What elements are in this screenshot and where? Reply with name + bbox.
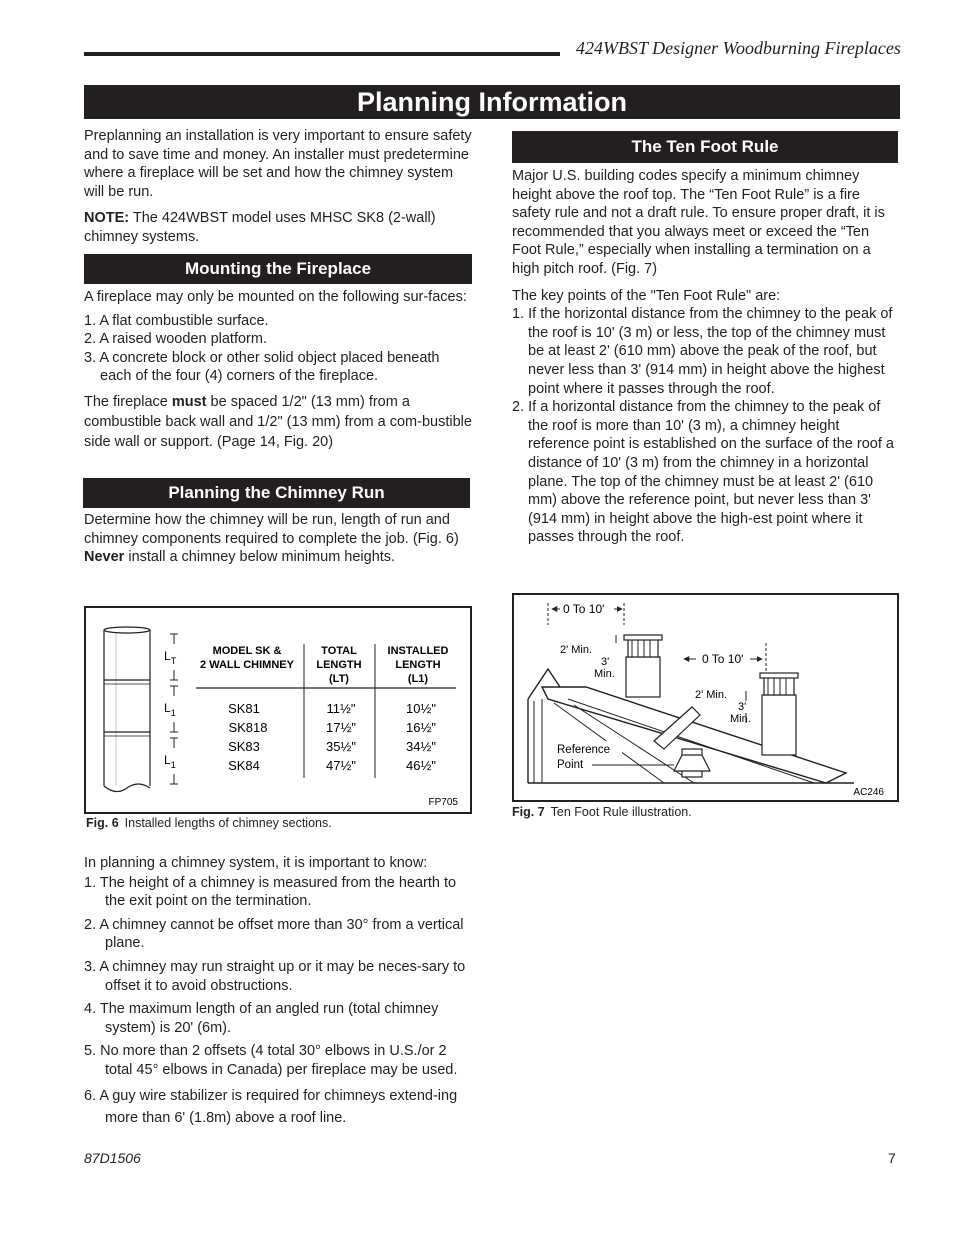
l1-sub: 1: [170, 760, 176, 770]
key-points-list: [512, 305, 900, 547]
figure-7-caption: [512, 805, 692, 819]
know-intro: In planning a chimney system, it is important to know:: [84, 855, 428, 871]
planning-know-section: [84, 854, 474, 1134]
table-cell: 35½": [326, 739, 356, 754]
header-cell: LENGTH: [395, 659, 441, 671]
reference-point-label: Reference: [557, 744, 611, 756]
chimney-paragraph: [84, 511, 474, 567]
header-rule: [84, 52, 560, 56]
figure-code: FP705: [428, 797, 458, 808]
mounting-intro: A fireplace may only be mounted on the following sur-faces:: [84, 289, 467, 305]
table-header: [200, 645, 448, 685]
note-text: The 424WBST model uses MHSC SK8 (2-wall) chimney systems.: [84, 210, 436, 245]
note-paragraph: [84, 209, 474, 246]
chimney-never: Never: [84, 549, 125, 566]
l1-label: L: [164, 701, 171, 715]
figure-6-caption: [86, 816, 332, 830]
l1-label: L: [164, 753, 171, 767]
header-cell: (LT): [329, 673, 349, 685]
page-title: Planning Information: [84, 85, 900, 119]
mounting-heading: Mounting the Fireplace: [84, 254, 472, 284]
table-cell: 11½": [326, 701, 356, 716]
ten-foot-intro: Major U.S. building codes specify a minimum chimney height above the roof top. The “Ten Foot Rule” is a fire safety rule and not a draft rule. To ensure proper draft, it is recommended that you always meet or exceed the “Ten Foot Rule,” especially when installing a termination on a high pitch roof. (Fig. 7): [512, 168, 885, 277]
min-height-label: 2' Min.: [695, 689, 728, 701]
chimney-text: Determine how the chimney will be run, length of run and chimney components required to complete the job. (Fig. 6): [84, 512, 459, 547]
table-cell: 34½": [406, 739, 436, 754]
table-cell: SK81: [228, 701, 260, 716]
intro-section: [84, 127, 474, 255]
distance-label: 0 To 10': [702, 652, 744, 666]
figure-label: Fig. 6: [86, 816, 119, 830]
list-item: 2. A chimney cannot be offset more than 30° from a vertical plane.: [84, 916, 464, 952]
min-height-label: Min.: [594, 668, 615, 680]
ten-foot-section: [512, 167, 900, 547]
table-cell: 10½": [406, 701, 436, 716]
list-item: 3. A chimney may run straight up or it may be neces-sary to offset it to avoid obstructions.: [84, 958, 466, 994]
caption-text: Installed lengths of chimney sections.: [124, 816, 332, 830]
chimney-heading: Planning the Chimney Run: [83, 478, 470, 508]
spacing-paragraph: [84, 392, 474, 452]
table-cell: 17½": [326, 720, 356, 735]
table-cell: 46½": [406, 758, 436, 773]
min-height-label: 3': [738, 701, 747, 713]
svg-text:L1: [164, 701, 176, 718]
table-cell: SK84: [228, 758, 260, 773]
know-list: [84, 874, 474, 1129]
header-title: 424WBST Designer Woodburning Fireplaces: [576, 38, 901, 58]
reference-point-label: Point: [557, 759, 584, 771]
ten-foot-heading: The Ten Foot Rule: [512, 131, 898, 163]
spacing-text: The fireplace: [84, 393, 172, 410]
document-number: 87D1506: [84, 1150, 141, 1166]
lt-sub: T: [170, 656, 177, 666]
header-cell: 2 WALL CHIMNEY: [200, 659, 294, 671]
mounting-list: [84, 312, 474, 386]
caption-text: Ten Foot Rule illustration.: [550, 805, 692, 819]
table-cell: 47½": [326, 758, 356, 773]
table-body: [228, 701, 436, 773]
header-cell: (L1): [407, 673, 429, 685]
table-cell: 16½": [406, 720, 436, 735]
min-height-label: 3': [601, 656, 610, 668]
page-number: 7: [888, 1150, 896, 1166]
min-height-label: 2' Min.: [560, 644, 593, 656]
svg-text:LT: [164, 649, 177, 666]
lt-label: L: [164, 649, 171, 663]
figure-label: Fig. 7: [512, 805, 545, 819]
chimney-text: install a chimney below minimum heights.: [124, 549, 396, 566]
spacing-text: be spaced 1/2" (13 mm) from a combustible back wall and 1/2" (13 mm) from a com-bustible side wall or support. (Page 14, Fig. 20): [84, 393, 472, 450]
intro-paragraph: Preplanning an installation is very important to ensure safety and to save time and money. An installer must predetermine where a fireplace will be set and how the chimney system will be run.: [84, 128, 472, 200]
spacing-must: must: [171, 393, 207, 410]
figure-code: AC246: [853, 787, 884, 798]
chimney-sections-diagram: [86, 608, 470, 812]
note-label: NOTE:: [84, 210, 130, 227]
list-item: 1. A flat combustible surface.: [84, 312, 269, 329]
list-item: 2. If a horizontal distance from the chimney to the peak of the roof is more than 10' (3 m), a chimney height reference point is established on the surface of the roof a distance of 10' (3 m) from the chimney in a horizontal plane. The top of the chimney must be at least 2' (610 mm) above the reference point, but never less than 3' (914 mm) in height above the high-est point where it passes through the roof.: [512, 399, 894, 546]
list-item: 5. No more than 2 offsets (4 total 30° elbows in U.S./or 2 total 45° elbows in Canada) per fireplace may be used.: [84, 1043, 458, 1078]
header-cell: LENGTH: [316, 659, 362, 671]
list-item: 6. A guy wire stabilizer is required for chimneys extend-ing more than 6' (1.8m) above a roof line.: [84, 1087, 458, 1126]
l1-sub: 1: [170, 708, 176, 718]
list-item: 2. A raised wooden platform.: [84, 331, 267, 348]
distance-label: 0 To 10': [563, 602, 605, 616]
header-cell: INSTALLED: [387, 645, 449, 657]
list-item: 1. The height of a chimney is measured from the hearth to the exit point on the termination.: [84, 874, 457, 910]
header-cell: MODEL SK &: [212, 645, 282, 657]
key-points-intro: The key points of the "Ten Foot Rule" are:: [512, 287, 781, 304]
min-height-label: Min.: [730, 713, 751, 725]
list-item: 3. A concrete block or other solid object placed beneath each of the four (4) corners of the fireplace.: [84, 349, 440, 385]
svg-text:L1: [164, 753, 176, 770]
table-cell: SK83: [228, 739, 260, 754]
ten-foot-rule-diagram: [514, 595, 897, 800]
figure-7: [512, 593, 899, 802]
mounting-section: [84, 288, 474, 460]
list-item: 4. The maximum length of an angled run (total chimney system) is 20' (6m).: [84, 1001, 439, 1036]
list-item: 1. If the horizontal distance from the chimney to the peak of the roof is 10' (3 m) or less, the top of the chimney must be at least 2' (610 mm) above the peak of the roof, but never less than 3' (914 mm) in height above the highest point where it passes through the roof.: [512, 306, 893, 397]
chimney-section: [84, 511, 474, 575]
header-cell: TOTAL: [321, 645, 357, 657]
table-cell: SK818: [228, 720, 268, 735]
figure-6: [84, 606, 472, 814]
